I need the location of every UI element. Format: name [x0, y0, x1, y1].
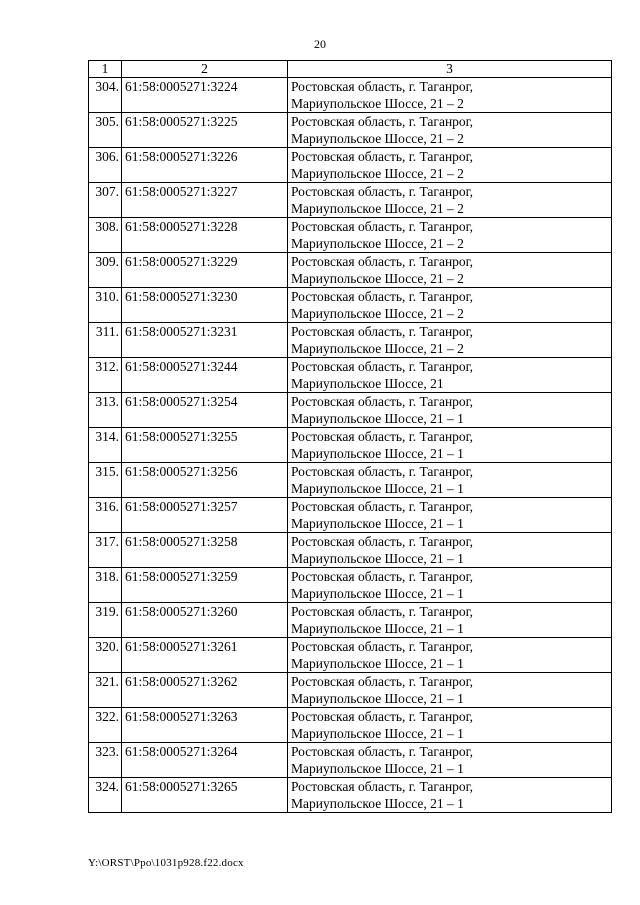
address-line-street: Мариупольское Шоссе, 21 – 1	[291, 446, 464, 461]
row-number: 322.	[89, 708, 122, 743]
address-cell	[288, 428, 612, 463]
table-row	[89, 638, 612, 673]
address-cell	[288, 218, 612, 253]
cadastral-number: 61:58:0005271:3229	[122, 253, 288, 288]
table-row	[89, 148, 612, 183]
address-line-region: Ростовская область, г. Таганрог,	[291, 394, 474, 409]
address-line-street: Мариупольское Шоссе, 21 – 2	[291, 341, 464, 356]
table-row	[89, 498, 612, 533]
column-header-number: 1	[89, 61, 122, 78]
address-cell	[288, 78, 612, 113]
cadastral-number: 61:58:0005271:3261	[122, 638, 288, 673]
row-number: 309.	[89, 253, 122, 288]
cadastral-number: 61:58:0005271:3263	[122, 708, 288, 743]
address-line-street: Мариупольское Шоссе, 21 – 1	[291, 691, 464, 706]
address-cell	[288, 358, 612, 393]
column-header-address: 3	[288, 61, 612, 78]
address-line-region: Ростовская область, г. Таганрог,	[291, 709, 474, 724]
table-row	[89, 113, 612, 148]
address-line-region: Ростовская область, г. Таганрог,	[291, 79, 474, 94]
address-cell	[288, 568, 612, 603]
address-line-region: Ростовская область, г. Таганрог,	[291, 534, 474, 549]
address-cell	[288, 498, 612, 533]
cadastral-number: 61:58:0005271:3230	[122, 288, 288, 323]
table-row	[89, 533, 612, 568]
address-line-street: Мариупольское Шоссе, 21 – 2	[291, 131, 464, 146]
address-line-street: Мариупольское Шоссе, 21 – 1	[291, 726, 464, 741]
address-cell	[288, 603, 612, 638]
address-line-street: Мариупольское Шоссе, 21 – 1	[291, 551, 464, 566]
address-line-street: Мариупольское Шоссе, 21 – 2	[291, 166, 464, 181]
row-number: 313.	[89, 393, 122, 428]
address-line-street: Мариупольское Шоссе, 21	[291, 376, 444, 391]
cadastral-number: 61:58:0005271:3259	[122, 568, 288, 603]
address-cell	[288, 778, 612, 813]
row-number: 311.	[89, 323, 122, 358]
cadastral-number: 61:58:0005271:3244	[122, 358, 288, 393]
address-cell	[288, 533, 612, 568]
row-number: 314.	[89, 428, 122, 463]
address-line-region: Ростовская область, г. Таганрог,	[291, 324, 474, 339]
cadastral-number: 61:58:0005271:3262	[122, 673, 288, 708]
address-line-street: Мариупольское Шоссе, 21 – 1	[291, 481, 464, 496]
cadastral-number: 61:58:0005271:3231	[122, 323, 288, 358]
column-header-cadastral: 2	[122, 61, 288, 78]
address-cell	[288, 708, 612, 743]
row-number: 304.	[89, 78, 122, 113]
address-line-region: Ростовская область, г. Таганрог,	[291, 289, 474, 304]
cadastral-number: 61:58:0005271:3226	[122, 148, 288, 183]
row-number: 320.	[89, 638, 122, 673]
address-line-street: Мариупольское Шоссе, 21 – 2	[291, 306, 464, 321]
cadastral-number: 61:58:0005271:3264	[122, 743, 288, 778]
address-line-region: Ростовская область, г. Таганрог,	[291, 569, 474, 584]
row-number: 312.	[89, 358, 122, 393]
row-number: 307.	[89, 183, 122, 218]
address-line-region: Ростовская область, г. Таганрог,	[291, 429, 474, 444]
address-cell	[288, 393, 612, 428]
cadastral-number: 61:58:0005271:3225	[122, 113, 288, 148]
address-cell	[288, 463, 612, 498]
cadastral-table	[88, 60, 612, 813]
table-row	[89, 218, 612, 253]
address-line-region: Ростовская область, г. Таганрог,	[291, 779, 474, 794]
address-line-region: Ростовская область, г. Таганрог,	[291, 184, 474, 199]
address-line-region: Ростовская область, г. Таганрог,	[291, 464, 474, 479]
address-line-region: Ростовская область, г. Таганрог,	[291, 254, 474, 269]
address-cell	[288, 673, 612, 708]
address-line-region: Ростовская область, г. Таганрог,	[291, 219, 474, 234]
cadastral-number: 61:58:0005271:3260	[122, 603, 288, 638]
address-line-region: Ростовская область, г. Таганрог,	[291, 359, 474, 374]
table-body	[89, 78, 612, 813]
table-row	[89, 358, 612, 393]
cadastral-number: 61:58:0005271:3254	[122, 393, 288, 428]
address-cell	[288, 638, 612, 673]
row-number: 323.	[89, 743, 122, 778]
footer-file-path: Y:\ORST\Ppo\1031p928.f22.docx	[88, 857, 244, 869]
cadastral-number: 61:58:0005271:3257	[122, 498, 288, 533]
address-line-region: Ростовская область, г. Таганрог,	[291, 149, 474, 164]
address-line-street: Мариупольское Шоссе, 21 – 2	[291, 236, 464, 251]
address-cell	[288, 323, 612, 358]
table-header-row	[89, 61, 612, 78]
address-line-region: Ростовская область, г. Таганрог,	[291, 674, 474, 689]
row-number: 321.	[89, 673, 122, 708]
address-line-street: Мариупольское Шоссе, 21 – 1	[291, 586, 464, 601]
table-row	[89, 288, 612, 323]
address-cell	[288, 113, 612, 148]
table-row	[89, 743, 612, 778]
cadastral-number: 61:58:0005271:3265	[122, 778, 288, 813]
cadastral-number: 61:58:0005271:3256	[122, 463, 288, 498]
address-line-street: Мариупольское Шоссе, 21 – 1	[291, 516, 464, 531]
table-row	[89, 603, 612, 638]
row-number: 324.	[89, 778, 122, 813]
address-cell	[288, 743, 612, 778]
row-number: 318.	[89, 568, 122, 603]
address-line-region: Ростовская область, г. Таганрог,	[291, 604, 474, 619]
table-row	[89, 253, 612, 288]
table-row	[89, 323, 612, 358]
table-row	[89, 708, 612, 743]
address-line-street: Мариупольское Шоссе, 21 – 2	[291, 96, 464, 111]
address-cell	[288, 288, 612, 323]
address-cell	[288, 253, 612, 288]
row-number: 305.	[89, 113, 122, 148]
row-number: 306.	[89, 148, 122, 183]
address-cell	[288, 183, 612, 218]
address-line-street: Мариупольское Шоссе, 21 – 1	[291, 656, 464, 671]
table-row	[89, 428, 612, 463]
table-row	[89, 778, 612, 813]
address-line-street: Мариупольское Шоссе, 21 – 1	[291, 621, 464, 636]
table-row	[89, 673, 612, 708]
table-row	[89, 393, 612, 428]
cadastral-number: 61:58:0005271:3258	[122, 533, 288, 568]
cadastral-number: 61:58:0005271:3255	[122, 428, 288, 463]
cadastral-number: 61:58:0005271:3224	[122, 78, 288, 113]
table-row	[89, 78, 612, 113]
address-line-region: Ростовская область, г. Таганрог,	[291, 499, 474, 514]
table-row	[89, 183, 612, 218]
address-line-street: Мариупольское Шоссе, 21 – 2	[291, 271, 464, 286]
row-number: 317.	[89, 533, 122, 568]
row-number: 319.	[89, 603, 122, 638]
address-line-street: Мариупольское Шоссе, 21 – 2	[291, 201, 464, 216]
address-line-street: Мариупольское Шоссе, 21 – 1	[291, 411, 464, 426]
table-row	[89, 463, 612, 498]
address-line-street: Мариупольское Шоссе, 21 – 1	[291, 796, 464, 811]
address-cell	[288, 148, 612, 183]
table-row	[89, 568, 612, 603]
row-number: 308.	[89, 218, 122, 253]
cadastral-number: 61:58:0005271:3227	[122, 183, 288, 218]
row-number: 310.	[89, 288, 122, 323]
address-line-street: Мариупольское Шоссе, 21 – 1	[291, 761, 464, 776]
cadastral-number: 61:58:0005271:3228	[122, 218, 288, 253]
address-line-region: Ростовская область, г. Таганрог,	[291, 639, 474, 654]
page-number: 20	[314, 37, 326, 51]
address-line-region: Ростовская область, г. Таганрог,	[291, 744, 474, 759]
row-number: 315.	[89, 463, 122, 498]
address-line-region: Ростовская область, г. Таганрог,	[291, 114, 474, 129]
row-number: 316.	[89, 498, 122, 533]
